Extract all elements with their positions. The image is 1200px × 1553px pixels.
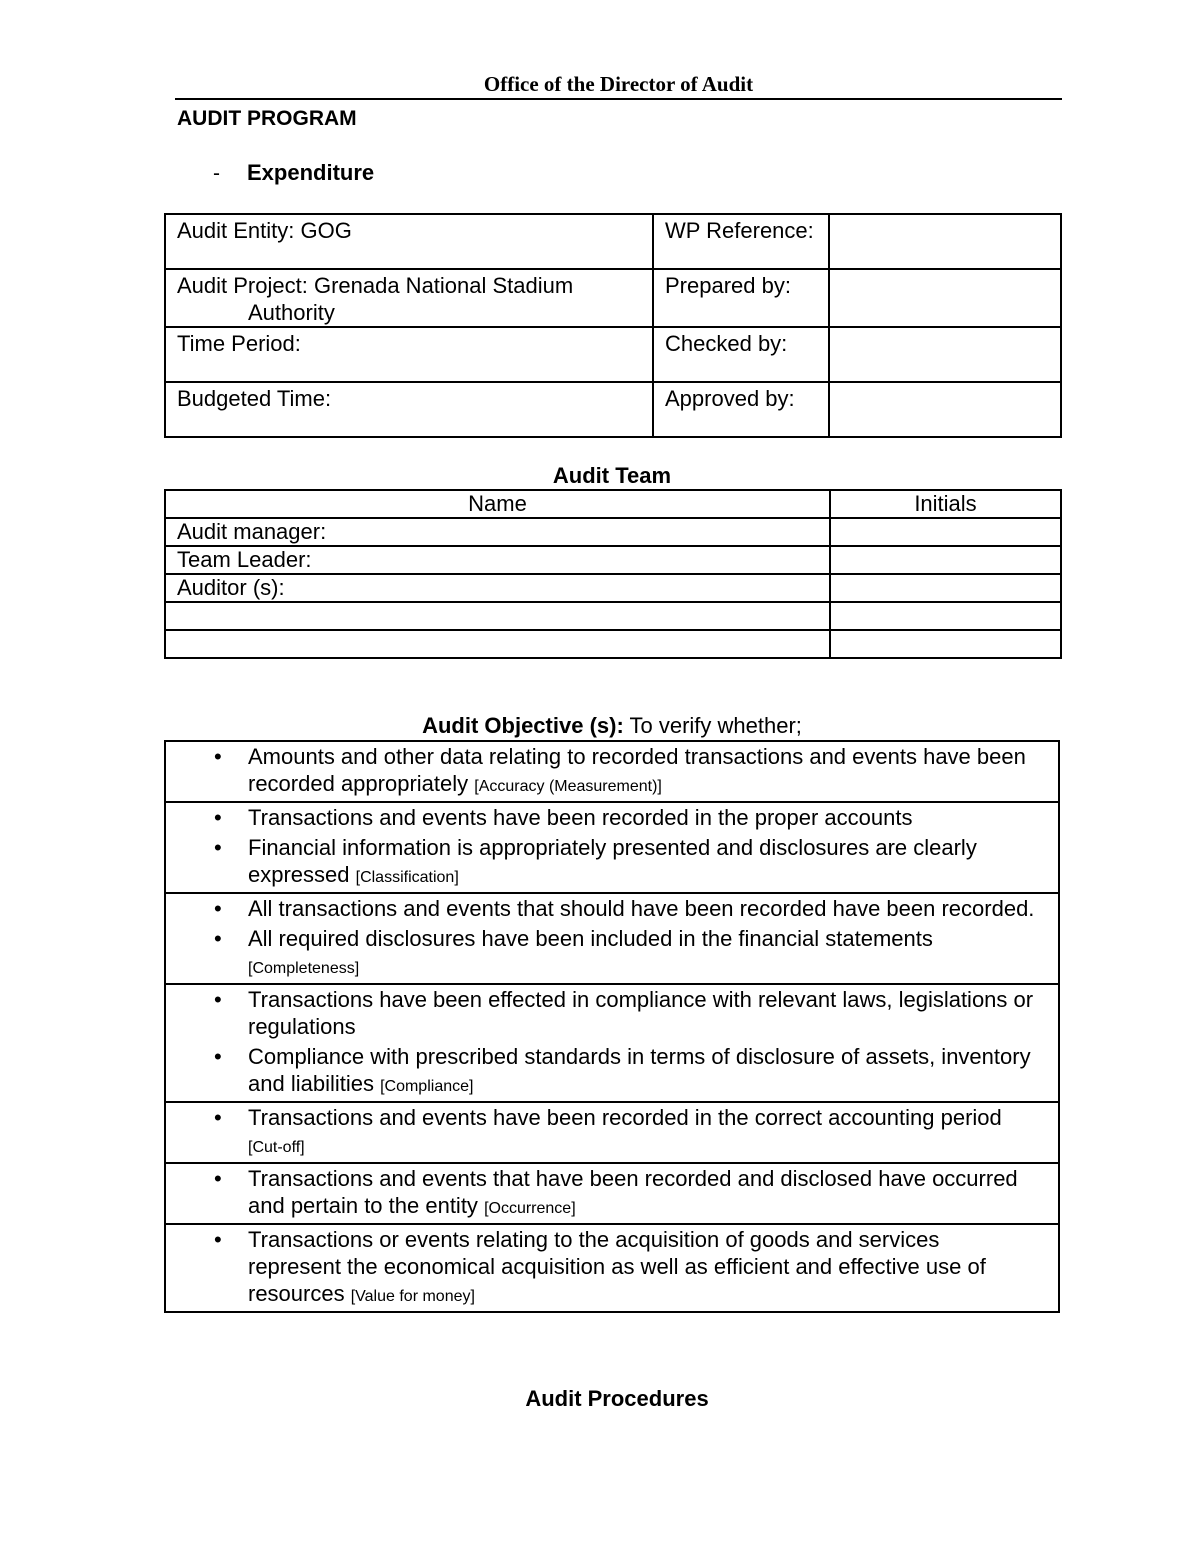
info-row-budgeted-time [165,382,1061,437]
team-name-cell: Audit manager: [165,518,830,546]
bullet-icon: • [214,896,222,921]
team-row [165,602,1061,630]
audit-procedures-title: Audit Procedures [525,1386,709,1411]
team-row [165,630,1061,658]
initials-column-header: Initials [830,490,1061,518]
team-name-cell: Team Leader: [165,546,830,574]
objective-row-classification [165,802,1059,893]
objective-row-occurrence [165,1163,1059,1224]
subtitle: Expenditure [247,160,375,185]
assertion-tag: [Compliance] [380,1078,474,1095]
approved-by-label: Approved by: [653,382,829,437]
team-row [165,574,1061,602]
prepared-by-value[interactable] [829,269,1061,327]
audit-objective-title [164,713,1060,739]
wp-reference-value[interactable] [829,214,1061,269]
assertion-tag: [Value for money] [350,1288,475,1305]
approved-by-value[interactable] [829,382,1061,437]
team-initials-cell[interactable] [830,518,1061,546]
team-name-cell: Auditor (s): [165,574,830,602]
audit-objectives-table [164,740,1060,1313]
program-title: AUDIT PROGRAM [177,107,357,130]
assertion-tag: [Cut-off] [248,1139,305,1156]
subtitle-dash: - [213,162,220,185]
assertion-tag: [Accuracy (Measurement)] [474,778,662,795]
assertion-tag: [Occurrence] [484,1200,576,1217]
audit-project-cell: Audit Project: Grenada National Stadium Authority [165,269,653,327]
objective-item: • All required disclosures have been included in the financial statements [Completeness] [214,926,933,977]
team-initials-cell[interactable] [830,574,1061,602]
team-initials-cell[interactable] [830,546,1061,574]
audit-objective-intro: To verify whether; [623,713,802,738]
audit-info-table [164,213,1062,438]
info-row-entity [165,214,1061,269]
objective-item: • All transactions and events that should have been recorded have been recorded. [214,896,1035,921]
info-row-project [165,269,1061,327]
team-row [165,546,1061,574]
bullet-icon: • [214,805,222,830]
bullet-icon: • [214,835,222,860]
audit-team-table [164,489,1062,659]
objective-row-completeness [165,893,1059,984]
bullet-icon: • [214,926,222,951]
assertion-tag: [Completeness] [248,960,360,977]
checked-by-label: Checked by: [653,327,829,382]
time-period-cell: Time Period: [165,327,653,382]
info-row-time-period [165,327,1061,382]
name-column-header: Name [165,490,830,518]
prepared-by-label: Prepared by: [653,269,829,327]
team-name-cell[interactable] [165,630,830,658]
team-header-row [165,490,1061,518]
objective-row-accuracy [165,741,1059,802]
objective-item: • Transactions and events that have been recorded and disclosed have occurred and pertain to the entity [Occurrence] [214,1166,1018,1218]
budgeted-time-cell: Budgeted Time: [165,382,653,437]
objective-item: • Transactions or events relating to the acquisition of goods and services represent the economical acquisition as well as efficient and effective use of resources [Value for money] [214,1227,986,1306]
team-row [165,518,1061,546]
bullet-icon: • [214,1166,222,1191]
bullet-icon: • [214,1227,222,1252]
team-initials-cell[interactable] [830,602,1061,630]
objective-row-cut-off [165,1102,1059,1163]
audit-team-title: Audit Team [552,463,672,488]
bullet-icon: • [214,744,222,769]
checked-by-value[interactable] [829,327,1061,382]
objective-row-compliance [165,984,1059,1102]
assertion-tag: [Classification] [355,869,459,886]
audit-entity-cell: Audit Entity: GOG [165,214,653,269]
objective-item: • Amounts and other data relating to recorded transactions and events have been recorded appropriately [Accuracy (Measurement)] [214,744,1026,796]
objective-item: • Compliance with prescribed standards in terms of disclosure of assets, inventory and liabilities [Compliance] [214,1044,1031,1096]
office-header: Office of the Director of Audit [483,72,754,96]
objective-item: • Financial information is appropriately presented and disclosures are clearly expressed [Classification] [214,835,977,887]
wp-reference-label: WP Reference: [653,214,829,269]
bullet-icon: • [214,987,222,1012]
audit-objective-label: Audit Objective (s): [422,713,624,738]
objective-item: • Transactions and events have been recorded in the proper accounts [214,805,913,830]
header-rule [175,98,1062,100]
objective-item: • Transactions and events have been recorded in the correct accounting period [Cut-off] [214,1105,1002,1156]
objective-item: • Transactions have been effected in compliance with relevant laws, legislations or regulations [214,987,1034,1039]
bullet-icon: • [214,1105,222,1130]
bullet-icon: • [214,1044,222,1069]
team-initials-cell[interactable] [830,630,1061,658]
objective-row-value-for-money [165,1224,1059,1312]
team-name-cell[interactable] [165,602,830,630]
